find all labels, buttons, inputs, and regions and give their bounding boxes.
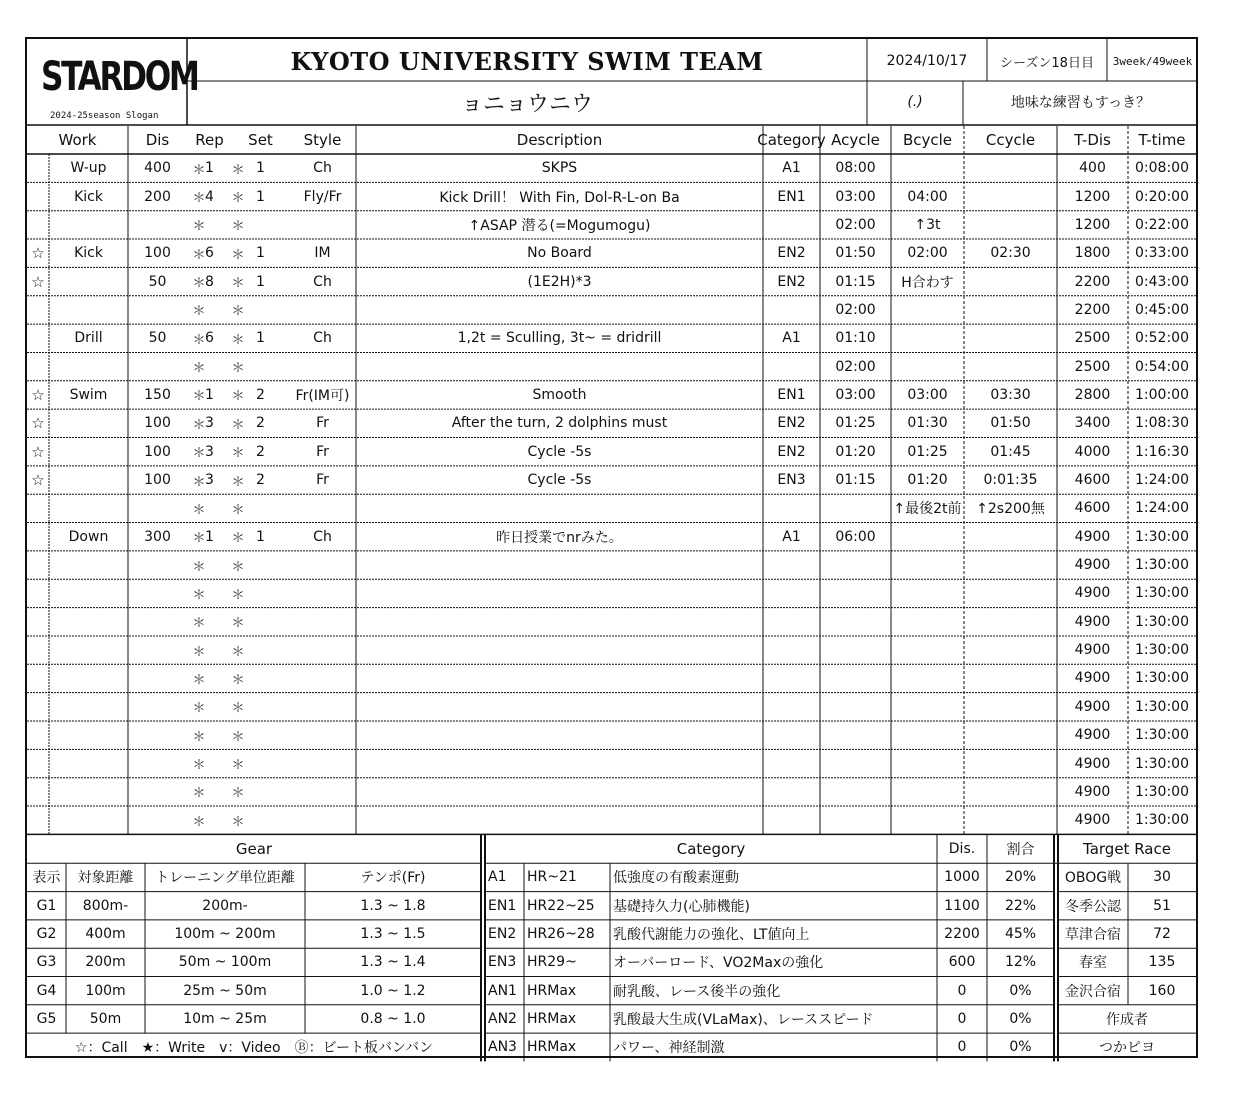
cell-rep: 1 bbox=[205, 528, 214, 545]
gear-cell: 100m bbox=[85, 982, 126, 999]
gear-cell: 800m- bbox=[82, 897, 129, 914]
team-title: KYOTO UNIVERSITY SWIM TEAM bbox=[290, 46, 764, 76]
cell-rep: 6 bbox=[205, 245, 214, 262]
category-cell: HR22~25 bbox=[527, 897, 595, 914]
multiply-sign: ＊ bbox=[192, 162, 206, 178]
gear-cell: 1.3 ~ 1.8 bbox=[360, 897, 426, 914]
author-name: つかピヨ bbox=[1099, 1040, 1155, 1057]
week-counter: 3week/49week bbox=[1112, 54, 1193, 68]
multiply-sign: ＊ bbox=[231, 332, 245, 348]
cell-ttime: 1:08:30 bbox=[1135, 415, 1189, 432]
cell-a: 06:00 bbox=[835, 528, 876, 545]
category-cell: HRMax bbox=[527, 1010, 577, 1027]
column-header-bcycle: Bcycle bbox=[902, 131, 953, 149]
cell-cat: EN2 bbox=[777, 245, 806, 262]
multiply-sign: ＊ bbox=[231, 247, 245, 263]
gear-cell: G5 bbox=[36, 1010, 57, 1027]
cell-a: 03:00 bbox=[835, 188, 876, 205]
cell-work: Swim bbox=[69, 386, 108, 403]
gear-cell: G3 bbox=[36, 954, 57, 971]
cell-dis: 200 bbox=[144, 188, 171, 205]
cell-cat: A1 bbox=[782, 330, 801, 347]
cell-b: 03:00 bbox=[907, 386, 948, 403]
cell-tdis: 2500 bbox=[1074, 330, 1111, 347]
multiply-sign: ＊ bbox=[192, 276, 206, 292]
cell-tdis: 4900 bbox=[1074, 727, 1111, 744]
column-header-dis: Dis bbox=[145, 131, 170, 149]
multiply-sign: ＊ bbox=[231, 446, 245, 462]
cell-ttime: 1:30:00 bbox=[1135, 585, 1189, 602]
category-cell: 0 bbox=[957, 982, 967, 999]
star-call-mark: ☆ bbox=[31, 244, 45, 263]
target-race-cell: 30 bbox=[1153, 869, 1171, 886]
target-race-cell: 草津合宿 bbox=[1065, 927, 1121, 944]
cell-style: Ch bbox=[313, 330, 332, 347]
target-race-cell: OBOG戦 bbox=[1064, 870, 1122, 887]
cell-ttime: 1:30:00 bbox=[1135, 783, 1189, 800]
gear-cell: G2 bbox=[36, 926, 57, 943]
multiply-sign: ＊ bbox=[231, 672, 245, 688]
cell-ttime: 1:30:00 bbox=[1135, 613, 1189, 630]
cell-set: 1 bbox=[256, 188, 265, 205]
cell-tdis: 2200 bbox=[1074, 273, 1111, 290]
multiply-sign: ＊ bbox=[192, 474, 206, 490]
multiply-sign: ＊ bbox=[192, 361, 206, 377]
cell-dis: 50 bbox=[148, 330, 167, 347]
multiply-sign: ＊ bbox=[231, 786, 245, 802]
cell-dis: 100 bbox=[144, 443, 171, 460]
category-cell: パワー、神経制激 bbox=[613, 1040, 725, 1057]
gear-header: 対象距離 bbox=[77, 870, 134, 887]
category-cell: HRMax bbox=[527, 982, 577, 999]
multiply-sign: ＊ bbox=[192, 531, 206, 547]
cell-rep: 1 bbox=[205, 386, 214, 403]
cell-set: 2 bbox=[256, 415, 265, 432]
cell-style: Fly/Fr bbox=[303, 188, 342, 205]
category-cell: 低強度の有酸素運動 bbox=[613, 870, 739, 887]
cell-ttime: 1:00:00 bbox=[1135, 386, 1189, 403]
multiply-sign: ＊ bbox=[231, 276, 245, 292]
category-cell: 20% bbox=[1004, 869, 1037, 886]
target-race-cell: 72 bbox=[1153, 926, 1171, 943]
target-race-cell: 冬季公認 bbox=[1065, 898, 1121, 915]
gear-cell: 1.0 ~ 1.2 bbox=[360, 982, 426, 999]
multiply-sign: ＊ bbox=[231, 701, 245, 717]
cell-set: 1 bbox=[256, 160, 265, 177]
target-race-cell: 金沢合宿 bbox=[1065, 983, 1121, 1000]
cell-c: 03:30 bbox=[990, 386, 1031, 403]
cell-cat: EN3 bbox=[777, 472, 806, 489]
cell-work: Down bbox=[68, 528, 109, 545]
multiply-sign: ＊ bbox=[192, 502, 206, 518]
mark-legend: ☆：Call ★：Write v：Video Ⓑ：ビート板バンバン bbox=[74, 1040, 434, 1057]
column-header-ccycle: Ccycle bbox=[985, 131, 1036, 149]
multiply-sign: ＊ bbox=[192, 672, 206, 688]
cell-style: Ch bbox=[313, 528, 332, 545]
cell-tdis: 2200 bbox=[1074, 301, 1111, 318]
cell-work: W-up bbox=[70, 160, 107, 177]
category-cell: 2200 bbox=[944, 926, 980, 943]
multiply-sign: ＊ bbox=[192, 446, 206, 462]
column-header-style: Style bbox=[303, 131, 342, 149]
face-icon: (.) bbox=[907, 94, 923, 110]
category-ratio-header: 割合 bbox=[1006, 842, 1035, 859]
cell-tdis: 4600 bbox=[1074, 500, 1111, 517]
cell-tdis: 2800 bbox=[1074, 386, 1111, 403]
multiply-sign: ＊ bbox=[231, 162, 245, 178]
cell-tdis: 4600 bbox=[1074, 472, 1111, 489]
cell-ttime: 1:30:00 bbox=[1135, 528, 1189, 545]
season-day: シーズン18日目 bbox=[1000, 55, 1094, 71]
cell-c: ↑2s200無 bbox=[976, 501, 1045, 518]
cell-c: 01:50 bbox=[990, 415, 1031, 432]
gear-cell: 25m ~ 50m bbox=[183, 982, 267, 999]
multiply-sign: ＊ bbox=[231, 219, 245, 235]
cell-work: Drill bbox=[74, 330, 103, 347]
cell-desc: Cycle -5s bbox=[527, 443, 592, 460]
cell-ttime: 1:24:00 bbox=[1135, 500, 1189, 517]
cell-ttime: 1:16:30 bbox=[1135, 443, 1189, 460]
multiply-sign: ＊ bbox=[231, 559, 245, 575]
multiply-sign: ＊ bbox=[192, 758, 206, 774]
cell-a: 01:25 bbox=[835, 415, 876, 432]
cell-cat: A1 bbox=[782, 160, 801, 177]
category-cell: 基礎持久力(心肺機能) bbox=[613, 898, 750, 915]
multiply-sign: ＊ bbox=[231, 304, 245, 320]
gear-cell: 200m- bbox=[202, 897, 248, 914]
category-cell: AN2 bbox=[488, 1010, 517, 1027]
category-cell: A1 bbox=[488, 869, 507, 886]
category-cell: 1000 bbox=[944, 869, 980, 886]
cell-tdis: 2500 bbox=[1074, 358, 1111, 375]
cell-rep: 3 bbox=[205, 415, 214, 432]
cell-b: 04:00 bbox=[907, 188, 948, 205]
category-cell: 0% bbox=[1009, 1039, 1032, 1056]
multiply-sign: ＊ bbox=[231, 587, 245, 603]
cell-dis: 400 bbox=[144, 160, 171, 177]
gear-cell: 50m ~ 100m bbox=[178, 954, 272, 971]
cell-ttime: 0:54:00 bbox=[1135, 358, 1189, 375]
star-call-mark: ☆ bbox=[31, 414, 45, 433]
category-cell: HR29~ bbox=[527, 954, 577, 971]
cell-c: 01:45 bbox=[990, 443, 1031, 460]
cell-a: 08:00 bbox=[835, 160, 876, 177]
cell-desc: No Board bbox=[527, 245, 592, 262]
cell-ttime: 0:08:00 bbox=[1135, 160, 1189, 177]
category-cell: EN2 bbox=[488, 926, 517, 943]
multiply-sign: ＊ bbox=[192, 616, 206, 632]
cell-ttime: 0:33:00 bbox=[1135, 245, 1189, 262]
cell-dis: 150 bbox=[144, 386, 171, 403]
cell-tdis: 400 bbox=[1079, 160, 1106, 177]
cell-ttime: 0:20:00 bbox=[1135, 188, 1189, 205]
star-call-mark: ☆ bbox=[31, 442, 45, 461]
multiply-sign: ＊ bbox=[192, 559, 206, 575]
cell-set: 2 bbox=[256, 472, 265, 489]
cell-tdis: 1200 bbox=[1074, 216, 1111, 233]
cell-tdis: 4900 bbox=[1074, 613, 1111, 630]
cell-c: 0:01:35 bbox=[983, 472, 1038, 489]
practice-sheet bbox=[25, 37, 1198, 1058]
cell-work: Kick bbox=[74, 188, 103, 205]
cell-dis: 300 bbox=[144, 528, 171, 545]
multiply-sign: ＊ bbox=[231, 531, 245, 547]
cell-style: Ch bbox=[313, 160, 332, 177]
category-cell: 0 bbox=[957, 1010, 967, 1027]
multiply-sign: ＊ bbox=[192, 389, 206, 405]
cell-set: 1 bbox=[256, 273, 265, 290]
cell-rep: 3 bbox=[205, 472, 214, 489]
cell-a: 02:00 bbox=[835, 358, 876, 375]
cell-b: ↑3t bbox=[914, 216, 941, 233]
cell-ttime: 1:30:00 bbox=[1135, 670, 1189, 687]
gear-cell: 1.3 ~ 1.4 bbox=[360, 954, 426, 971]
cell-tdis: 4900 bbox=[1074, 698, 1111, 715]
cell-style: Fr bbox=[316, 415, 329, 432]
cell-set: 1 bbox=[256, 245, 265, 262]
cell-dis: 100 bbox=[144, 415, 171, 432]
cell-b: 01:20 bbox=[907, 472, 948, 489]
category-cell: AN1 bbox=[488, 982, 517, 999]
cell-cat: EN1 bbox=[777, 386, 806, 403]
target-race-title: Target Race bbox=[1083, 840, 1171, 859]
multiply-sign: ＊ bbox=[231, 474, 245, 490]
multiply-sign: ＊ bbox=[192, 332, 206, 348]
cell-style: Ch bbox=[313, 273, 332, 290]
multiply-sign: ＊ bbox=[192, 247, 206, 263]
gear-header: 表示 bbox=[32, 870, 61, 887]
column-header-set: Set bbox=[248, 131, 273, 149]
category-cell: 0 bbox=[957, 1039, 967, 1056]
cell-style: IM bbox=[314, 245, 331, 262]
cell-ttime: 1:30:00 bbox=[1135, 642, 1189, 659]
category-cell: 45% bbox=[1004, 926, 1037, 943]
cell-ttime: 1:30:00 bbox=[1135, 755, 1189, 772]
multiply-sign: ＊ bbox=[231, 644, 245, 660]
gear-cell: 400m bbox=[85, 926, 126, 943]
gear-header: トレーニング単位距離 bbox=[155, 870, 295, 887]
category-cell: HR26~28 bbox=[527, 926, 595, 943]
gear-cell: 50m bbox=[89, 1010, 122, 1027]
cell-set: 1 bbox=[256, 528, 265, 545]
target-race-cell: 160 bbox=[1148, 982, 1176, 999]
cell-cat: A1 bbox=[782, 528, 801, 545]
cell-ttime: 1:24:00 bbox=[1135, 472, 1189, 489]
cell-tdis: 1800 bbox=[1074, 245, 1111, 262]
multiply-sign: ＊ bbox=[192, 191, 206, 207]
gear-cell: 1.3 ~ 1.5 bbox=[360, 926, 426, 943]
cell-ttime: 0:43:00 bbox=[1135, 273, 1189, 290]
cell-b: 01:30 bbox=[907, 415, 948, 432]
cell-tdis: 4900 bbox=[1074, 585, 1111, 602]
multiply-sign: ＊ bbox=[231, 758, 245, 774]
cell-tdis: 4900 bbox=[1074, 528, 1111, 545]
category-cell: HRMax bbox=[527, 1039, 577, 1056]
author-label: 作成者 bbox=[1106, 1011, 1148, 1028]
season-slogan: 2024-25season Slogan bbox=[50, 111, 159, 121]
cell-rep: 1 bbox=[205, 160, 214, 177]
category-cell: 22% bbox=[1004, 897, 1037, 914]
cell-a: 01:15 bbox=[835, 472, 876, 489]
practice-date: 2024/10/17 bbox=[886, 53, 968, 69]
cell-cat: EN2 bbox=[777, 443, 806, 460]
gear-cell: G1 bbox=[36, 897, 57, 914]
cell-style: Fr(IM可) bbox=[295, 387, 350, 404]
cell-desc: ↑ASAP 潜る(=Mogumogu) bbox=[468, 217, 651, 234]
multiply-sign: ＊ bbox=[231, 616, 245, 632]
cell-a: 01:10 bbox=[835, 330, 876, 347]
cell-tdis: 4900 bbox=[1074, 755, 1111, 772]
cell-ttime: 0:22:00 bbox=[1135, 216, 1189, 233]
cell-ttime: 0:45:00 bbox=[1135, 301, 1189, 318]
cell-tdis: 4900 bbox=[1074, 557, 1111, 574]
cell-tdis: 4900 bbox=[1074, 670, 1111, 687]
cell-a: 02:00 bbox=[835, 301, 876, 318]
cell-tdis: 3400 bbox=[1074, 415, 1111, 432]
cell-cat: EN1 bbox=[777, 188, 806, 205]
column-header-description: Description bbox=[516, 131, 603, 149]
column-header-category: Category bbox=[757, 131, 826, 149]
cell-b: ↑最後2t前 bbox=[893, 501, 962, 518]
theme-text: 地味な練習もすっき？ bbox=[1010, 95, 1151, 111]
cell-tdis: 4900 bbox=[1074, 783, 1111, 800]
category-cell: 1100 bbox=[944, 897, 980, 914]
category-cell: AN3 bbox=[488, 1039, 517, 1056]
column-header-acycle: Acycle bbox=[831, 131, 880, 149]
cell-work: Kick bbox=[74, 245, 103, 262]
cell-a: 01:15 bbox=[835, 273, 876, 290]
target-race-cell: 51 bbox=[1153, 897, 1171, 914]
multiply-sign: ＊ bbox=[231, 417, 245, 433]
cell-c: 02:30 bbox=[990, 245, 1031, 262]
cell-desc: Smooth bbox=[532, 386, 587, 403]
multiply-sign: ＊ bbox=[231, 502, 245, 518]
cell-cat: EN2 bbox=[777, 415, 806, 432]
gear-cell: 100m ~ 200m bbox=[174, 926, 276, 943]
cell-style: Fr bbox=[316, 443, 329, 460]
category-cell: 乳酸代謝能力の強化、LT値向上 bbox=[613, 927, 810, 944]
column-header-t-time: T-time bbox=[1138, 131, 1186, 149]
target-race-cell: 135 bbox=[1148, 954, 1176, 971]
multiply-sign: ＊ bbox=[192, 587, 206, 603]
target-race-cell: 春室 bbox=[1079, 955, 1107, 972]
category-dis-header: Dis. bbox=[948, 841, 976, 858]
multiply-sign: ＊ bbox=[192, 701, 206, 717]
cell-tdis: 4900 bbox=[1074, 642, 1111, 659]
cell-desc: Kick Drill！ With Fin, Dol-R-L-on Ba bbox=[439, 189, 680, 206]
multiply-sign: ＊ bbox=[192, 644, 206, 660]
category-cell: 乳酸最大生成(VLaMax)、レーススピード bbox=[613, 1011, 874, 1028]
category-cell: 600 bbox=[948, 954, 976, 971]
cell-a: 01:20 bbox=[835, 443, 876, 460]
gear-cell: G4 bbox=[36, 982, 57, 999]
multiply-sign: ＊ bbox=[192, 219, 206, 235]
multiply-sign: ＊ bbox=[192, 417, 206, 433]
cell-desc: (1E2H)*3 bbox=[527, 273, 592, 290]
cell-b: 01:25 bbox=[907, 443, 948, 460]
cell-ttime: 1:30:00 bbox=[1135, 727, 1189, 744]
multiply-sign: ＊ bbox=[192, 786, 206, 802]
column-header-rep: Rep bbox=[195, 131, 224, 149]
cell-ttime: 1:30:00 bbox=[1135, 812, 1189, 829]
gear-cell: 0.8 ~ 1.0 bbox=[360, 1010, 426, 1027]
category-cell: 耐乳酸、レース後半の強化 bbox=[613, 983, 781, 1000]
cell-ttime: 1:30:00 bbox=[1135, 557, 1189, 574]
cell-rep: 3 bbox=[205, 443, 214, 460]
multiply-sign: ＊ bbox=[231, 361, 245, 377]
multiply-sign: ＊ bbox=[192, 304, 206, 320]
cell-cat: EN2 bbox=[777, 273, 806, 290]
cell-style: Fr bbox=[316, 472, 329, 489]
cell-dis: 50 bbox=[148, 273, 167, 290]
cell-a: 01:50 bbox=[835, 245, 876, 262]
cell-desc: 昨日授業でnrみた。 bbox=[496, 529, 623, 546]
multiply-sign: ＊ bbox=[231, 729, 245, 745]
cell-b: 02:00 bbox=[907, 245, 948, 262]
category-cell: 0% bbox=[1009, 982, 1032, 999]
category-cell: EN3 bbox=[488, 954, 517, 971]
cell-tdis: 1200 bbox=[1074, 188, 1111, 205]
gear-title: Gear bbox=[235, 840, 273, 859]
cell-dis: 100 bbox=[144, 245, 171, 262]
category-cell: 12% bbox=[1004, 954, 1037, 971]
cell-desc: SKPS bbox=[541, 160, 578, 177]
star-call-mark: ☆ bbox=[31, 385, 45, 404]
multiply-sign: ＊ bbox=[231, 814, 245, 830]
multiply-sign: ＊ bbox=[231, 389, 245, 405]
cell-rep: 6 bbox=[205, 330, 214, 347]
column-header-work: Work bbox=[58, 131, 97, 149]
star-call-mark: ☆ bbox=[31, 471, 45, 490]
multiply-sign: ＊ bbox=[231, 191, 245, 207]
category-cell: HR~21 bbox=[527, 869, 577, 886]
cell-tdis: 4000 bbox=[1074, 443, 1111, 460]
gear-header: テンポ(Fr) bbox=[360, 870, 426, 887]
gear-cell: 10m ~ 25m bbox=[183, 1010, 267, 1027]
cell-desc: 1,2t = Sculling, 3t~ = dridrill bbox=[457, 330, 662, 347]
cell-rep: 8 bbox=[205, 273, 214, 290]
cell-set: 2 bbox=[256, 386, 265, 403]
column-header-t-dis: T-Dis bbox=[1074, 131, 1111, 149]
cell-desc: Cycle -5s bbox=[527, 472, 592, 489]
category-title: Category bbox=[676, 840, 746, 859]
menu-title: ョニョウニウ bbox=[460, 91, 593, 117]
cell-set: 1 bbox=[256, 330, 265, 347]
multiply-sign: ＊ bbox=[192, 814, 206, 830]
cell-rep: 4 bbox=[205, 188, 214, 205]
cell-set: 2 bbox=[256, 443, 265, 460]
category-cell: EN1 bbox=[488, 897, 517, 914]
cell-a: 02:00 bbox=[835, 216, 876, 233]
cell-desc: After the turn, 2 dolphins must bbox=[451, 415, 668, 432]
cell-ttime: 1:30:00 bbox=[1135, 698, 1189, 715]
cell-tdis: 4900 bbox=[1074, 812, 1111, 829]
cell-b: H合わす bbox=[901, 274, 954, 291]
stardom-logo: STARDOM bbox=[41, 54, 198, 100]
cell-ttime: 0:52:00 bbox=[1135, 330, 1189, 347]
multiply-sign: ＊ bbox=[192, 729, 206, 745]
cell-dis: 100 bbox=[144, 472, 171, 489]
gear-cell: 200m bbox=[85, 954, 126, 971]
category-cell: 0% bbox=[1009, 1010, 1032, 1027]
star-call-mark: ☆ bbox=[31, 272, 45, 291]
category-cell: オーバーロード、VO2Maxの強化 bbox=[613, 955, 824, 972]
cell-a: 03:00 bbox=[835, 386, 876, 403]
